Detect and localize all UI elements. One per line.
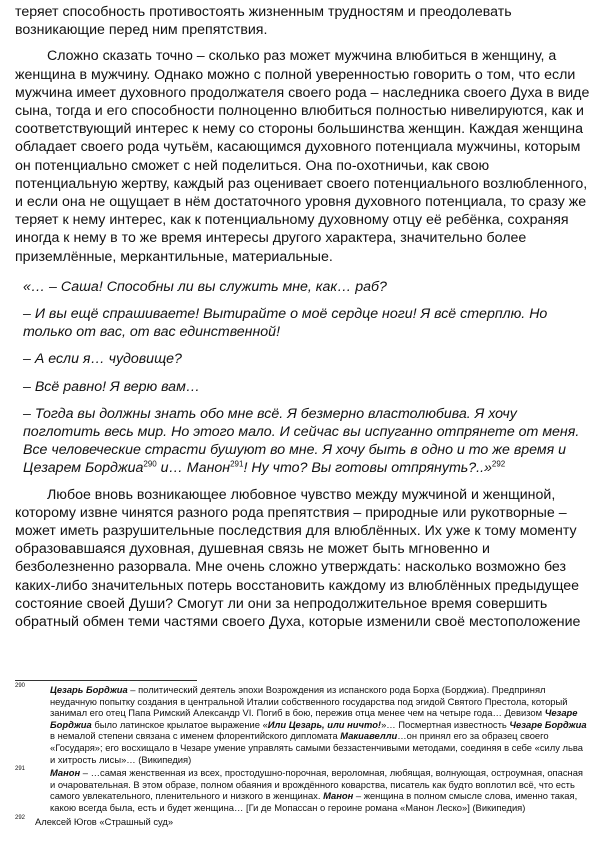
footnote-text [50, 684, 590, 765]
paragraph-falling-in-love: Сложно сказать точно – сколько раз может мужчина влюбиться в женщину, а женщина в мужчину. Однако можно с полной уверенностью говорить о том, что если мужчина имеет духовного продолжателя своего рода – наследника своего Духа в виде сына, тогда и его способности полноценно влюбиться полностью нивелируются, как и соответствующий интерес к нему со стороны большинства женщин. Каждая женщина обладает своего рода чутьём, касающимся духовного потенциала мужчины, которым он потенциально сможет с ней поделиться. Она по-охотничьи, как свою потенциальную жертву, каждый раз оценивает своего потенциального возлюбленного, и если она не ощущает в нём достаточного уровня духовного потенциала, то сразу же теряет к нему интерес, как к потенциальному духовному отцу её ребёнка, сохраняя иногда к нему в то же время интересы другого характера, значительно более приземлённые, меркантильные, материальные. [15, 48, 590, 265]
main-text [15, 3, 590, 631]
footnote-fragment: – политический деятель эпохи Возрождения из испанского рода Борха (Борджиа). Предпринял неудачную попытку создания в центральной Италии собственного государства под эгидой Святого Престола, который занимал его отец Папа Римский Александр VI. Погиб в бою, пережив отца менее чем на четыре года… Девизом [50, 684, 568, 719]
footnote-290 [15, 684, 590, 765]
quote-line-5 [15, 405, 590, 478]
paragraph-continuation: теряет способность противостоять жизненным трудностям и преодолевать возникающие перед ним препятствия. [15, 4, 512, 39]
footnotes [15, 684, 590, 829]
footnote-fragment: было латинское крылатое выражение « [91, 718, 268, 730]
footnote-emphasis: Чезаре Борджиа [50, 707, 578, 730]
footnote-emphasis: Чезаре Борджиа [509, 718, 587, 730]
footnote-emphasis: Или Цезарь, или ничто! [267, 718, 382, 730]
paragraph-obstacles: Любое вновь возникающее любовное чувство между мужчиной и женщиной, которому извне чинятся разного рода препятствия – природные или рукотворные – может иметь разрушительные последствия для влюблённых. Их уже к тому моменту образовавшаяся духовная, душевная связь не может быть мгновенно и безболезненно разорвала. Мне очень сложно утверждать: насколько возможно без каких-либо значительных потерь восстановить каждому из влюблённых предыдущее состояние своей Души? Смогут ли они за непродолжительное время совершить обратный обмен теми частями своего Духа, которые изменили своё местоположение [15, 486, 581, 631]
footnote-fragment: – …самая женственная из всех, простодушно-порочная, вероломная, любящая, волнующая, остроумная, опасная и очаровательная. В этом образе, полном обаяния и врождённого коварства, писатель как будто воплотил всё, что есть самого увлекательного, пленительного и низкого в женщинах. [50, 767, 584, 802]
footnote-number: 291 [15, 766, 26, 773]
quote-line-3: – А если я… чудовище? [23, 351, 182, 368]
footnote-emphasis: Макиавелли [340, 730, 398, 742]
footnote-fragment: – женщина в полном смысле слова, именно такая, какою всегда была, есть и будет женщина… [Ги де Мопассан о героине романа «Манон Леско»] (Википедия) [50, 790, 578, 813]
footnote-emphasis: Манон [323, 790, 354, 802]
footnote-ref-291[interactable]: 291 [230, 459, 244, 469]
footnote-text: Алексей Югов «Страшный суд» [35, 815, 174, 827]
quote-line-5-part-b: и… Манон [156, 460, 231, 477]
footnote-divider [15, 680, 197, 681]
footnote-fragment: »… Посмертная известность [381, 718, 510, 730]
quote-line-4: – Всё равно! Я верю вам… [23, 378, 200, 395]
footnote-term: Цезарь Борджиа [50, 684, 128, 695]
quote-line-2: – И вы ещё спрашиваете! Вытирайте о моё сердце ноги! Я всё стерплю. Но только от вас, от вас единственной! [23, 306, 548, 341]
footnote-291 [15, 767, 590, 813]
quote-line-5-part-c: ! Ну что? Вы готовы отпрянуть?..» [243, 460, 492, 477]
footnote-number: 290 [15, 683, 26, 689]
footnote-term: Манон [50, 767, 81, 779]
quote-line-5-part-a: – Тогда вы должны знать обо мне всё. Я безмерно властолюбива. Я хочу поглотить весь мир. Но этого мало. И сейчас вы испуганно отпрянете от меня. Все человеческие страсти бушуют во мне. Я хочу быть в одно и то же время и Цезарем Борджиа [23, 405, 580, 477]
footnote-number: 292 [15, 814, 26, 821]
footnote-fragment: в немалой степени связана с именем флорентийского дипломата [50, 730, 341, 742]
quote-line-1: «… – Саша! Способны ли вы служить мне, как… раб? [23, 278, 387, 295]
footnote-ref-290[interactable]: 290 [143, 459, 157, 469]
footnote-text [50, 767, 590, 813]
footnote-fragment: …он принял его за образец своего «Государя»; его восхищало в Чезаре умение управлять самыми беззастенчивыми методами, соединяя в себе «силу льва и хитрость лисы»… (Википедия) [50, 730, 583, 765]
footnote-292 [15, 816, 590, 828]
footnote-ref-292[interactable]: 292 [491, 459, 506, 469]
